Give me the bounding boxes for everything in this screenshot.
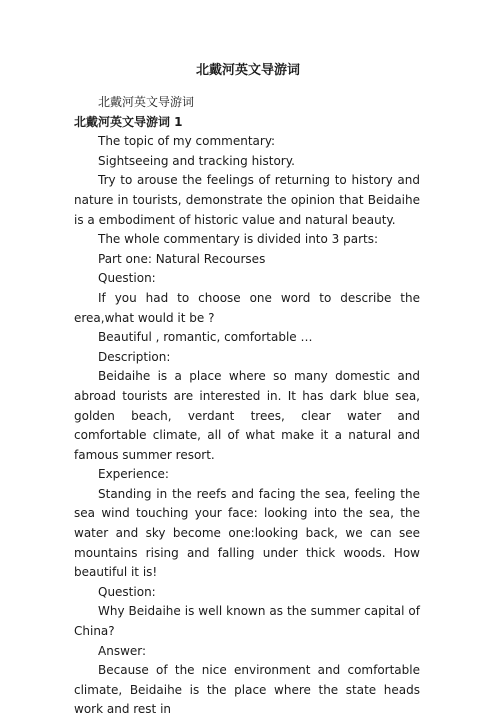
paragraph: Beidaihe is a place where so many domestic and abroad tourists are interested in. It has dark blue sea, golden beach, verdant trees, clear water and comfortable climate, all of what make it a natural and famous summer resort. [74, 369, 420, 462]
paragraph: Question: [98, 584, 156, 599]
paragraph: If you had to choose one word to describe the erea,what would it be ? [74, 290, 420, 325]
paragraph: Beautiful , romantic, comfortable … [98, 330, 313, 345]
paragraph: Standing in the reefs and facing the sea, feeling the sea wind touching your face: looking into the sea, the water and sky become one:looking back, we can see mountains rising and falling under thick woods. How beautiful it is! [74, 486, 420, 580]
paragraph: Why Beidaihe is well known as the summer capital of China? [74, 604, 420, 639]
paragraph: Answer: [98, 643, 147, 658]
subtitle-line: 北戴河英文导游词 [98, 95, 195, 109]
document-title: 北戴河英文导游词 [195, 63, 300, 78]
paragraph: Because of the nice environment and comfortable climate, Beidaihe is the place where the state heads work and rest in [74, 663, 420, 717]
paragraph: Question: [98, 271, 156, 286]
paragraph: Description: [98, 349, 171, 364]
paragraph: Sightseeing and tracking history. [98, 153, 295, 168]
paragraph: Experience: [98, 467, 169, 482]
paragraph: Part one: Natural Recourses [98, 251, 266, 266]
paragraph: The topic of my commentary: [98, 134, 276, 149]
paragraph: Try to arouse the feelings of returning to history and nature in tourists, demonstrate the opinion that Beidaihe is a embodiment of historic value and natural beauty. [74, 173, 420, 227]
document-body [74, 93, 420, 720]
section-heading: 北戴河英文导游词 1 [74, 114, 183, 129]
paragraph: The whole commentary is divided into 3 parts: [98, 232, 379, 247]
